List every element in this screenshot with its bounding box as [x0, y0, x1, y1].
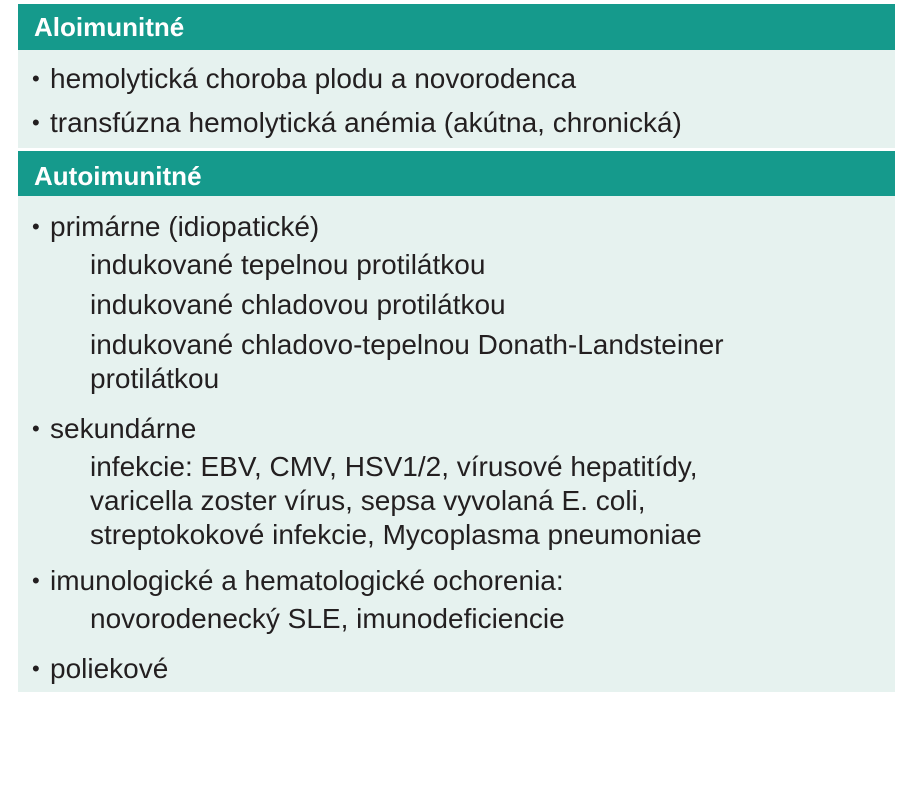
sub-line: indukované tepelnou protilátkou: [90, 249, 486, 280]
list-item-primary: [18, 210, 895, 244]
list-item-drug-induced: [18, 652, 895, 686]
item-text: hemolytická choroba plodu a novorodenca: [50, 63, 577, 94]
section-header-autoimmune: Autoimunitné: [18, 148, 895, 196]
list-item: [18, 106, 895, 140]
classification-table: [18, 4, 895, 692]
item-text: primárne (idiopatické): [50, 211, 320, 242]
sub-line: infekcie: EBV, CMV, HSV1/2, vírusové hepatitídy,: [90, 451, 698, 482]
sub-line: varicella zoster vírus, sepsa vyvolaná E. coli,: [90, 485, 646, 516]
bullet-icon: •: [32, 214, 40, 239]
spacer: [18, 396, 895, 412]
sub-line: novorodenecký SLE, imunodeficiencie: [90, 603, 565, 634]
sub-line: streptokokové infekcie, Mycoplasma pneumoniae: [90, 519, 702, 550]
bullet-icon: •: [32, 416, 40, 441]
section-body-alloimmune: [18, 50, 895, 148]
sub-line: protilátkou: [90, 363, 220, 394]
item-text: transfúzna hemolytická anémia (akútna, chronická): [50, 107, 682, 138]
spacer: [18, 552, 895, 564]
item-text: imunologické a hematologické ochorenia:: [50, 565, 564, 596]
section-alloimmune: [18, 4, 895, 148]
item-text: poliekové: [50, 653, 169, 684]
item-text: sekundárne: [50, 413, 197, 444]
list-item-secondary: [18, 412, 895, 446]
section-body-autoimmune: [18, 196, 895, 692]
spacer: [18, 636, 895, 652]
bullet-icon: •: [32, 656, 40, 681]
sub-line: indukované chladovou protilátkou: [90, 289, 506, 320]
bullet-icon: •: [32, 66, 40, 91]
bullet-icon: •: [32, 110, 40, 135]
list-item-immunologic: [18, 564, 895, 598]
list-item: [18, 62, 895, 96]
section-autoimmune: [18, 148, 895, 692]
section-header-alloimmune: Aloimunitné: [18, 4, 895, 50]
sub-line: indukované chladovo-tepelnou Donath-Landsteiner: [90, 329, 724, 360]
bullet-icon: •: [32, 568, 40, 593]
